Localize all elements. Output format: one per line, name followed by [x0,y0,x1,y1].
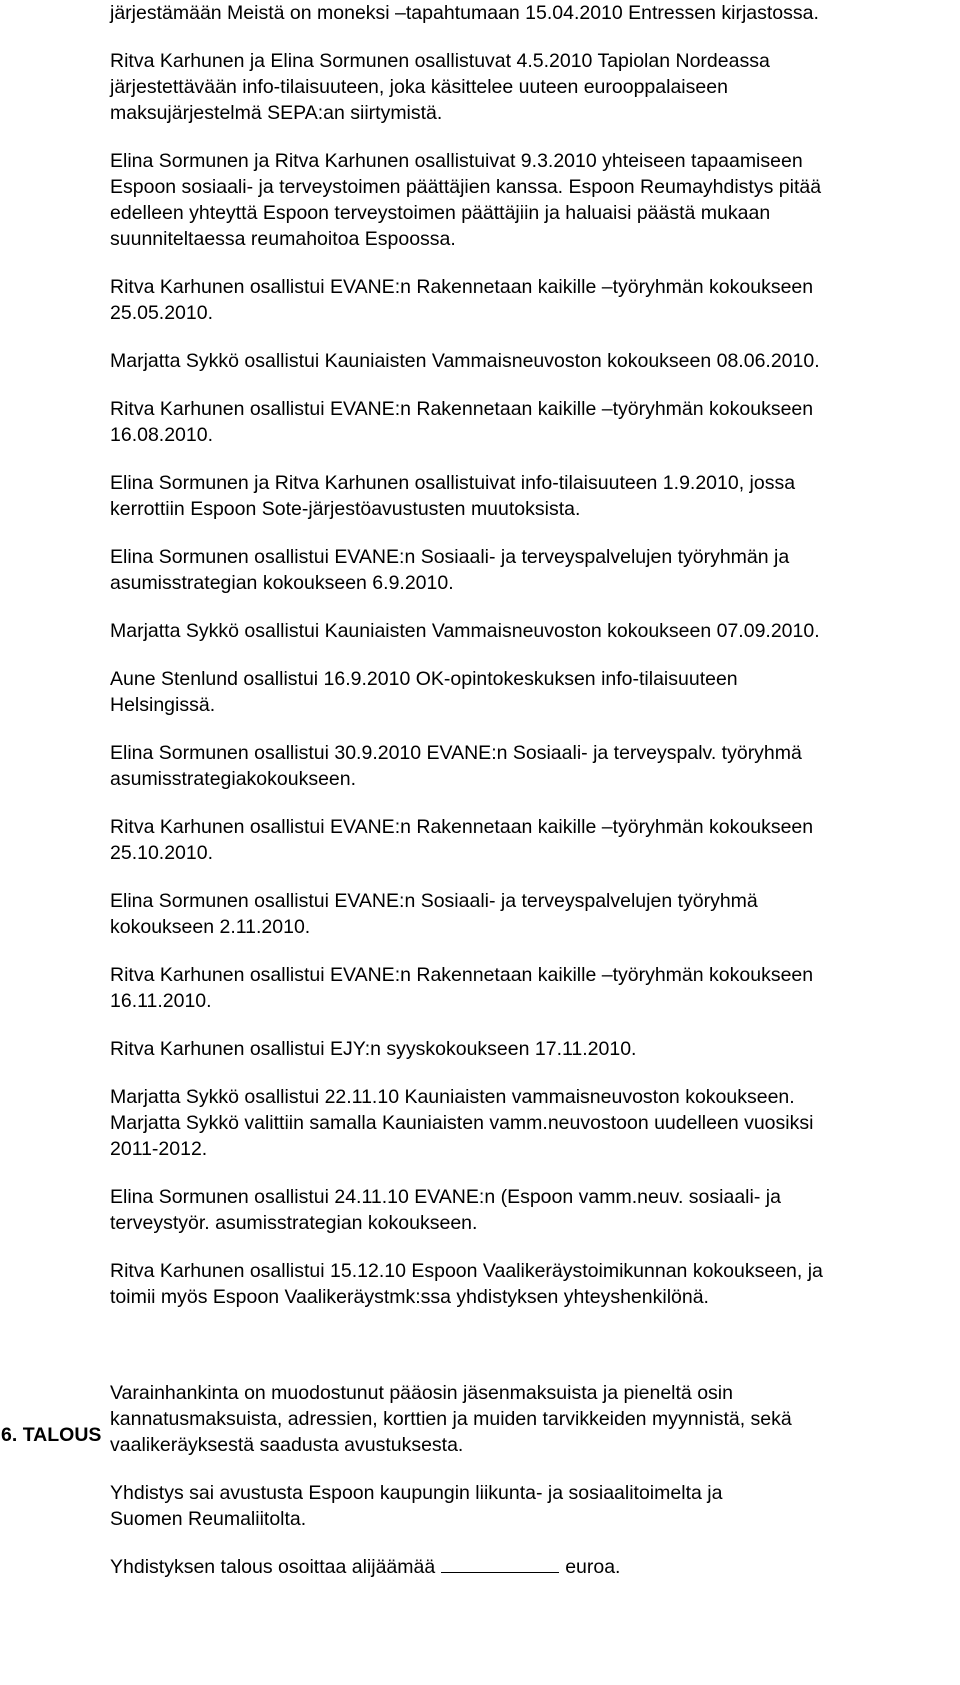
text-line: Marjatta Sykkö osallistui Kauniaisten Vammaisneuvoston kokoukseen 07.09.2010. [110,620,820,642]
activities-list [110,0,950,1310]
finance-result-paragraph [110,1554,950,1580]
paragraph-gap [110,644,950,666]
activity-paragraph [110,274,950,326]
text-line: terveystyör. asumisstrategian kokoukseen. [110,1212,478,1234]
text-line: Ritva Karhunen osallistui EVANE:n Rakennetaan kaikille –työryhmän kokoukseen [110,964,814,986]
text-line: Ritva Karhunen osallistui EVANE:n Rakennetaan kaikille –työryhmän kokoukseen [110,276,814,298]
activity-paragraph [110,888,950,940]
activity-paragraph [110,1084,950,1162]
paragraph-gap [110,792,950,814]
text-line: järjestettävään info-tilaisuuteen, joka käsittelee uuteen eurooppalaiseen [110,76,728,98]
text-line: Suomen Reumaliitolta. [110,1508,307,1530]
activity-paragraph [110,396,950,448]
paragraph-gap [110,26,950,48]
document-body [110,0,950,1580]
paragraph-gap [110,326,950,348]
text-line: 16.08.2010. [110,424,214,446]
text-line: Elina Sormunen osallistui EVANE:n Sosiaali- ja terveyspalvelujen työryhmän ja [110,546,790,568]
activity-paragraph [110,148,950,252]
text-line: Ritva Karhunen osallistui EVANE:n Rakennetaan kaikille –työryhmän kokoukseen [110,816,814,838]
finance-paragraph [110,1480,950,1532]
text-line: Ritva Karhunen osallistui 15.12.10 Espoon Vaalikeräystoimikunnan kokoukseen, ja [110,1260,823,1282]
paragraph-gap [110,718,950,740]
text-line: järjestämään Meistä on moneksi –tapahtumaan 15.04.2010 Entressen kirjastossa. [110,2,819,24]
text-line: Yhdistys sai avustusta Espoon kaupungin liikunta- ja sosiaalitoimelta ja [110,1482,723,1504]
activity-paragraph [110,1184,950,1236]
text-line: 25.05.2010. [110,302,214,324]
text-line: Marjatta Sykkö valittiin samalla Kauniaisten vamm.neuvostoon uudelleen vuosiksi [110,1112,814,1134]
activity-paragraph [110,814,950,866]
section-heading [1,1422,101,1448]
paragraph-gap [110,1014,950,1036]
activity-paragraph [110,348,950,374]
paragraph-gap [110,374,950,396]
text-line: Elina Sormunen ja Ritva Karhunen osallistuivat 9.3.2010 yhteiseen tapaamiseen [110,150,803,172]
activity-paragraph [110,544,950,596]
text-line: Helsingissä. [110,694,216,716]
text-line: 2011-2012. [110,1138,208,1160]
paragraph-gap [110,1162,950,1184]
text-line: kerrottiin Espoon Sote-järjestöavustusten muutoksista. [110,498,581,520]
finance-paragraph [110,1380,950,1458]
text-line: Varainhankinta on muodostunut pääosin jäsenmaksuista ja pieneltä osin [110,1382,733,1404]
text-line: Elina Sormunen osallistui 24.11.10 EVANE:n (Espoon vamm.neuv. sosiaali- ja [110,1186,781,1208]
text-line: 16.11.2010. [110,990,212,1012]
text-line: Elina Sormunen ja Ritva Karhunen osallistuivat info-tilaisuuteen 1.9.2010, jossa [110,472,796,494]
activity-paragraph [110,962,950,1014]
text-line: Ritva Karhunen osallistui EJY:n syyskokoukseen 17.11.2010. [110,1038,637,1060]
finance-result-unit: euroa. [565,1556,621,1578]
activity-paragraph [110,0,950,26]
text-line: Marjatta Sykkö osallistui Kauniaisten Vammaisneuvoston kokoukseen 08.06.2010. [110,350,820,372]
text-line: kannatusmaksuista, adressien, korttien ja muiden tarvikkeiden myynnistä, sekä [110,1408,792,1430]
activity-paragraph [110,1036,950,1062]
paragraph-gap [110,1062,950,1084]
activity-paragraph [110,48,950,126]
text-line: asumisstrategian kokoukseen 6.9.2010. [110,572,454,594]
activity-paragraph [110,740,950,792]
activity-paragraph [110,470,950,522]
paragraph-gap [110,126,950,148]
activity-paragraph [110,1258,950,1310]
section-title: TALOUS [22,1424,102,1446]
finance-result-text: Yhdistyksen talous osoittaa alijäämää [110,1556,436,1578]
text-line: suunniteltaessa reumahoitoa Espoossa. [110,228,456,250]
text-line: 25.10.2010. [110,842,214,864]
paragraph-gap [110,940,950,962]
section-number: 6. [1,1424,18,1446]
text-line: kokoukseen 2.11.2010. [110,916,311,938]
text-line: Elina Sormunen osallistui EVANE:n Sosiaali- ja terveyspalvelujen työryhmä [110,890,758,912]
text-line: Ritva Karhunen ja Elina Sormunen osallistuvat 4.5.2010 Tapiolan Nordeassa [110,50,770,72]
text-line: asumisstrategiakokoukseen. [110,768,357,790]
text-line: vaalikeräyksestä saadusta avustuksesta. [110,1434,464,1456]
paragraph-gap [110,1458,950,1480]
paragraph-gap [110,252,950,274]
paragraph-gap [110,866,950,888]
text-line: Marjatta Sykkö osallistui 22.11.10 Kauniaisten vammaisneuvoston kokoukseen. [110,1086,795,1108]
paragraph-gap [110,1236,950,1258]
text-line: edelleen yhteyttä Espoon terveystoimen päättäjiin ja haluaisi päästä mukaan [110,202,771,224]
text-line: Aune Stenlund osallistui 16.9.2010 OK-opintokeskuksen info-tilaisuuteen [110,668,738,690]
text-line: toimii myös Espoon Vaalikeräystmk:ssa yhdistyksen yhteyshenkilönä. [110,1286,709,1308]
text-line: Ritva Karhunen osallistui EVANE:n Rakennetaan kaikille –työryhmän kokoukseen [110,398,814,420]
paragraph-gap [110,448,950,470]
finance-section [110,1380,950,1532]
text-line: Espoon sosiaali- ja terveystoimen päättäjien kanssa. Espoon Reumayhdistys pitää [110,176,822,198]
blank-amount-field [441,1556,559,1573]
text-line: maksujärjestelmä SEPA:an siirtymistä. [110,102,443,124]
activity-paragraph [110,618,950,644]
paragraph-gap [110,522,950,544]
text-line: Elina Sormunen osallistui 30.9.2010 EVANE:n Sosiaali- ja terveyspalv. työryhmä [110,742,802,764]
paragraph-gap [110,596,950,618]
activity-paragraph [110,666,950,718]
